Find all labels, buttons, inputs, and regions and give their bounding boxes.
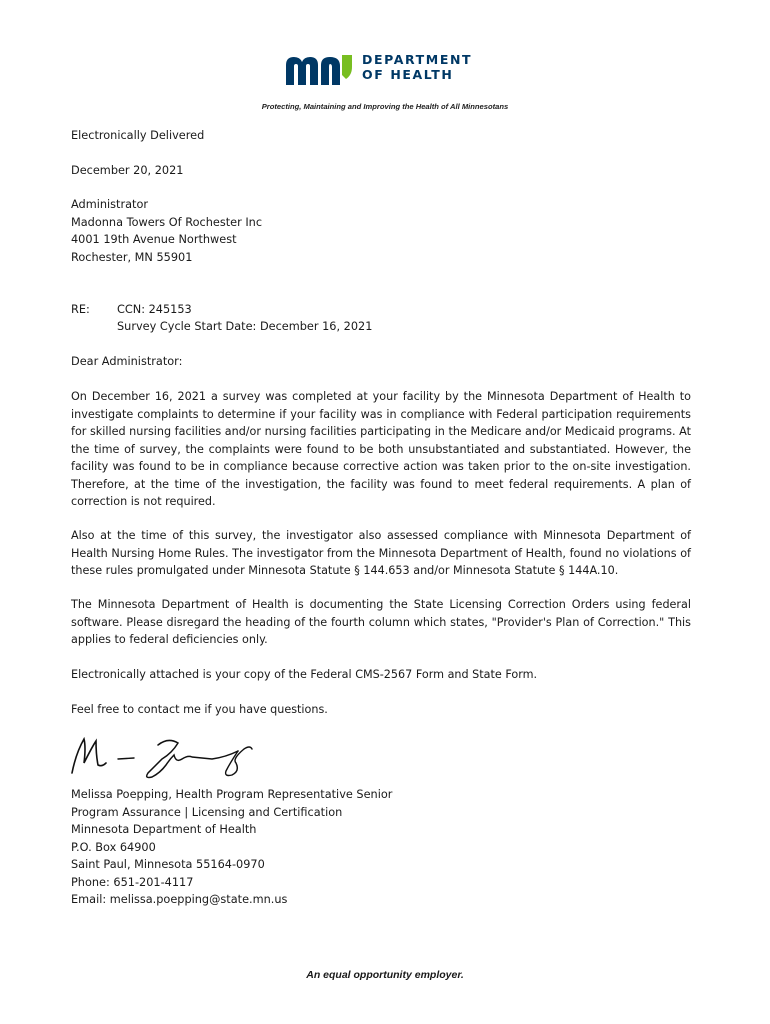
signer-name-title: Melissa Poepping, Health Program Representative Senior <box>71 788 393 801</box>
recipient-line: 4001 19th Avenue Northwest <box>71 233 237 246</box>
tagline: Protecting, Maintaining and Improving the Health of All Minnesotans <box>261 102 509 111</box>
recipient-line: Madonna Towers Of Rochester Inc <box>71 215 263 229</box>
logo-line-1: DEPARTMENT <box>362 52 473 67</box>
signer-email: Email: melissa.poepping@state.mn.us <box>71 893 288 906</box>
delivery-note <box>71 127 711 145</box>
logo-wordmark <box>362 52 472 82</box>
body-paragraph-4 <box>71 666 711 684</box>
signer-po-box: P.O. Box 64900 <box>71 840 156 854</box>
body-paragraph-1 <box>71 388 691 511</box>
letter-date <box>71 162 711 180</box>
survey-cycle: Survey Cycle Start Date: December 16, 2021 <box>117 320 373 333</box>
paragraph-text: The Minnesota Department of Health is documenting the State Licensing Correction Orders using federal software. Please disregard the heading of the fourth column which states, "Provider's Plan of Correction." This applies to federal deficiencies only. <box>71 598 691 646</box>
re-line <box>71 301 192 319</box>
body-paragraph-2 <box>71 527 691 580</box>
signature-block <box>71 786 711 909</box>
paragraph-text: Feel free to contact me if you have questions. <box>71 703 328 716</box>
footer-eoe: An equal opportunity employer. <box>306 969 464 981</box>
signer-unit: Program Assurance | Licensing and Certification <box>71 805 343 819</box>
delivery-method: Electronically Delivered <box>71 129 205 142</box>
recipient-line: Administrator <box>71 198 149 211</box>
paragraph-text: Electronically attached is your copy of the Federal CMS-2567 Form and State Form. <box>71 668 538 681</box>
date-text: December 20, 2021 <box>71 164 184 177</box>
re-label: RE: <box>71 303 90 316</box>
ccn: CCN: 245153 <box>117 303 192 316</box>
salutation <box>71 353 711 371</box>
body-paragraph-5 <box>71 701 711 719</box>
signer-department: Minnesota Department of Health <box>71 823 257 836</box>
logo-line-2: OF HEALTH <box>362 67 454 82</box>
mn-logo-mark <box>284 53 354 87</box>
paragraph-text: On December 16, 2021 a survey was completed at your facility by the Minnesota Department of Health to investigate complaints to determine if your facility was in compliance with Federal participation requirements for skilled nursing facilities and/or nursing facilities participating in the Medicare and/or Medicaid programs. At the time of survey, the complaints were found to be both unsubstantiated and substantiated. However, the facility was found to be in compliance because corrective action was taken prior to the on-site investigation. Therefore, at the time of the investigation, the facility was found to meet federal requirements. A plan of correction is not required. <box>71 390 691 508</box>
signer-phone: Phone: 651-201-4117 <box>71 875 194 889</box>
body-paragraph-3 <box>71 596 691 649</box>
salutation-text: Dear Administrator: <box>71 355 183 368</box>
mdh-logo <box>284 50 494 90</box>
recipient-address <box>71 196 711 266</box>
handwritten-signature <box>62 733 262 783</box>
paragraph-text: Also at the time of this survey, the investigator also assessed compliance with Minnesota Department of Health Nursing Home Rules. The investigator from the Minnesota Department of Health, found no violations of these rules promulgated under Minnesota Statute § 144.653 and/or Minnesota Statute § 144A.10. <box>71 529 691 577</box>
signer-city: Saint Paul, Minnesota 55164-0970 <box>71 858 265 871</box>
recipient-line: Rochester, MN 55901 <box>71 250 193 264</box>
